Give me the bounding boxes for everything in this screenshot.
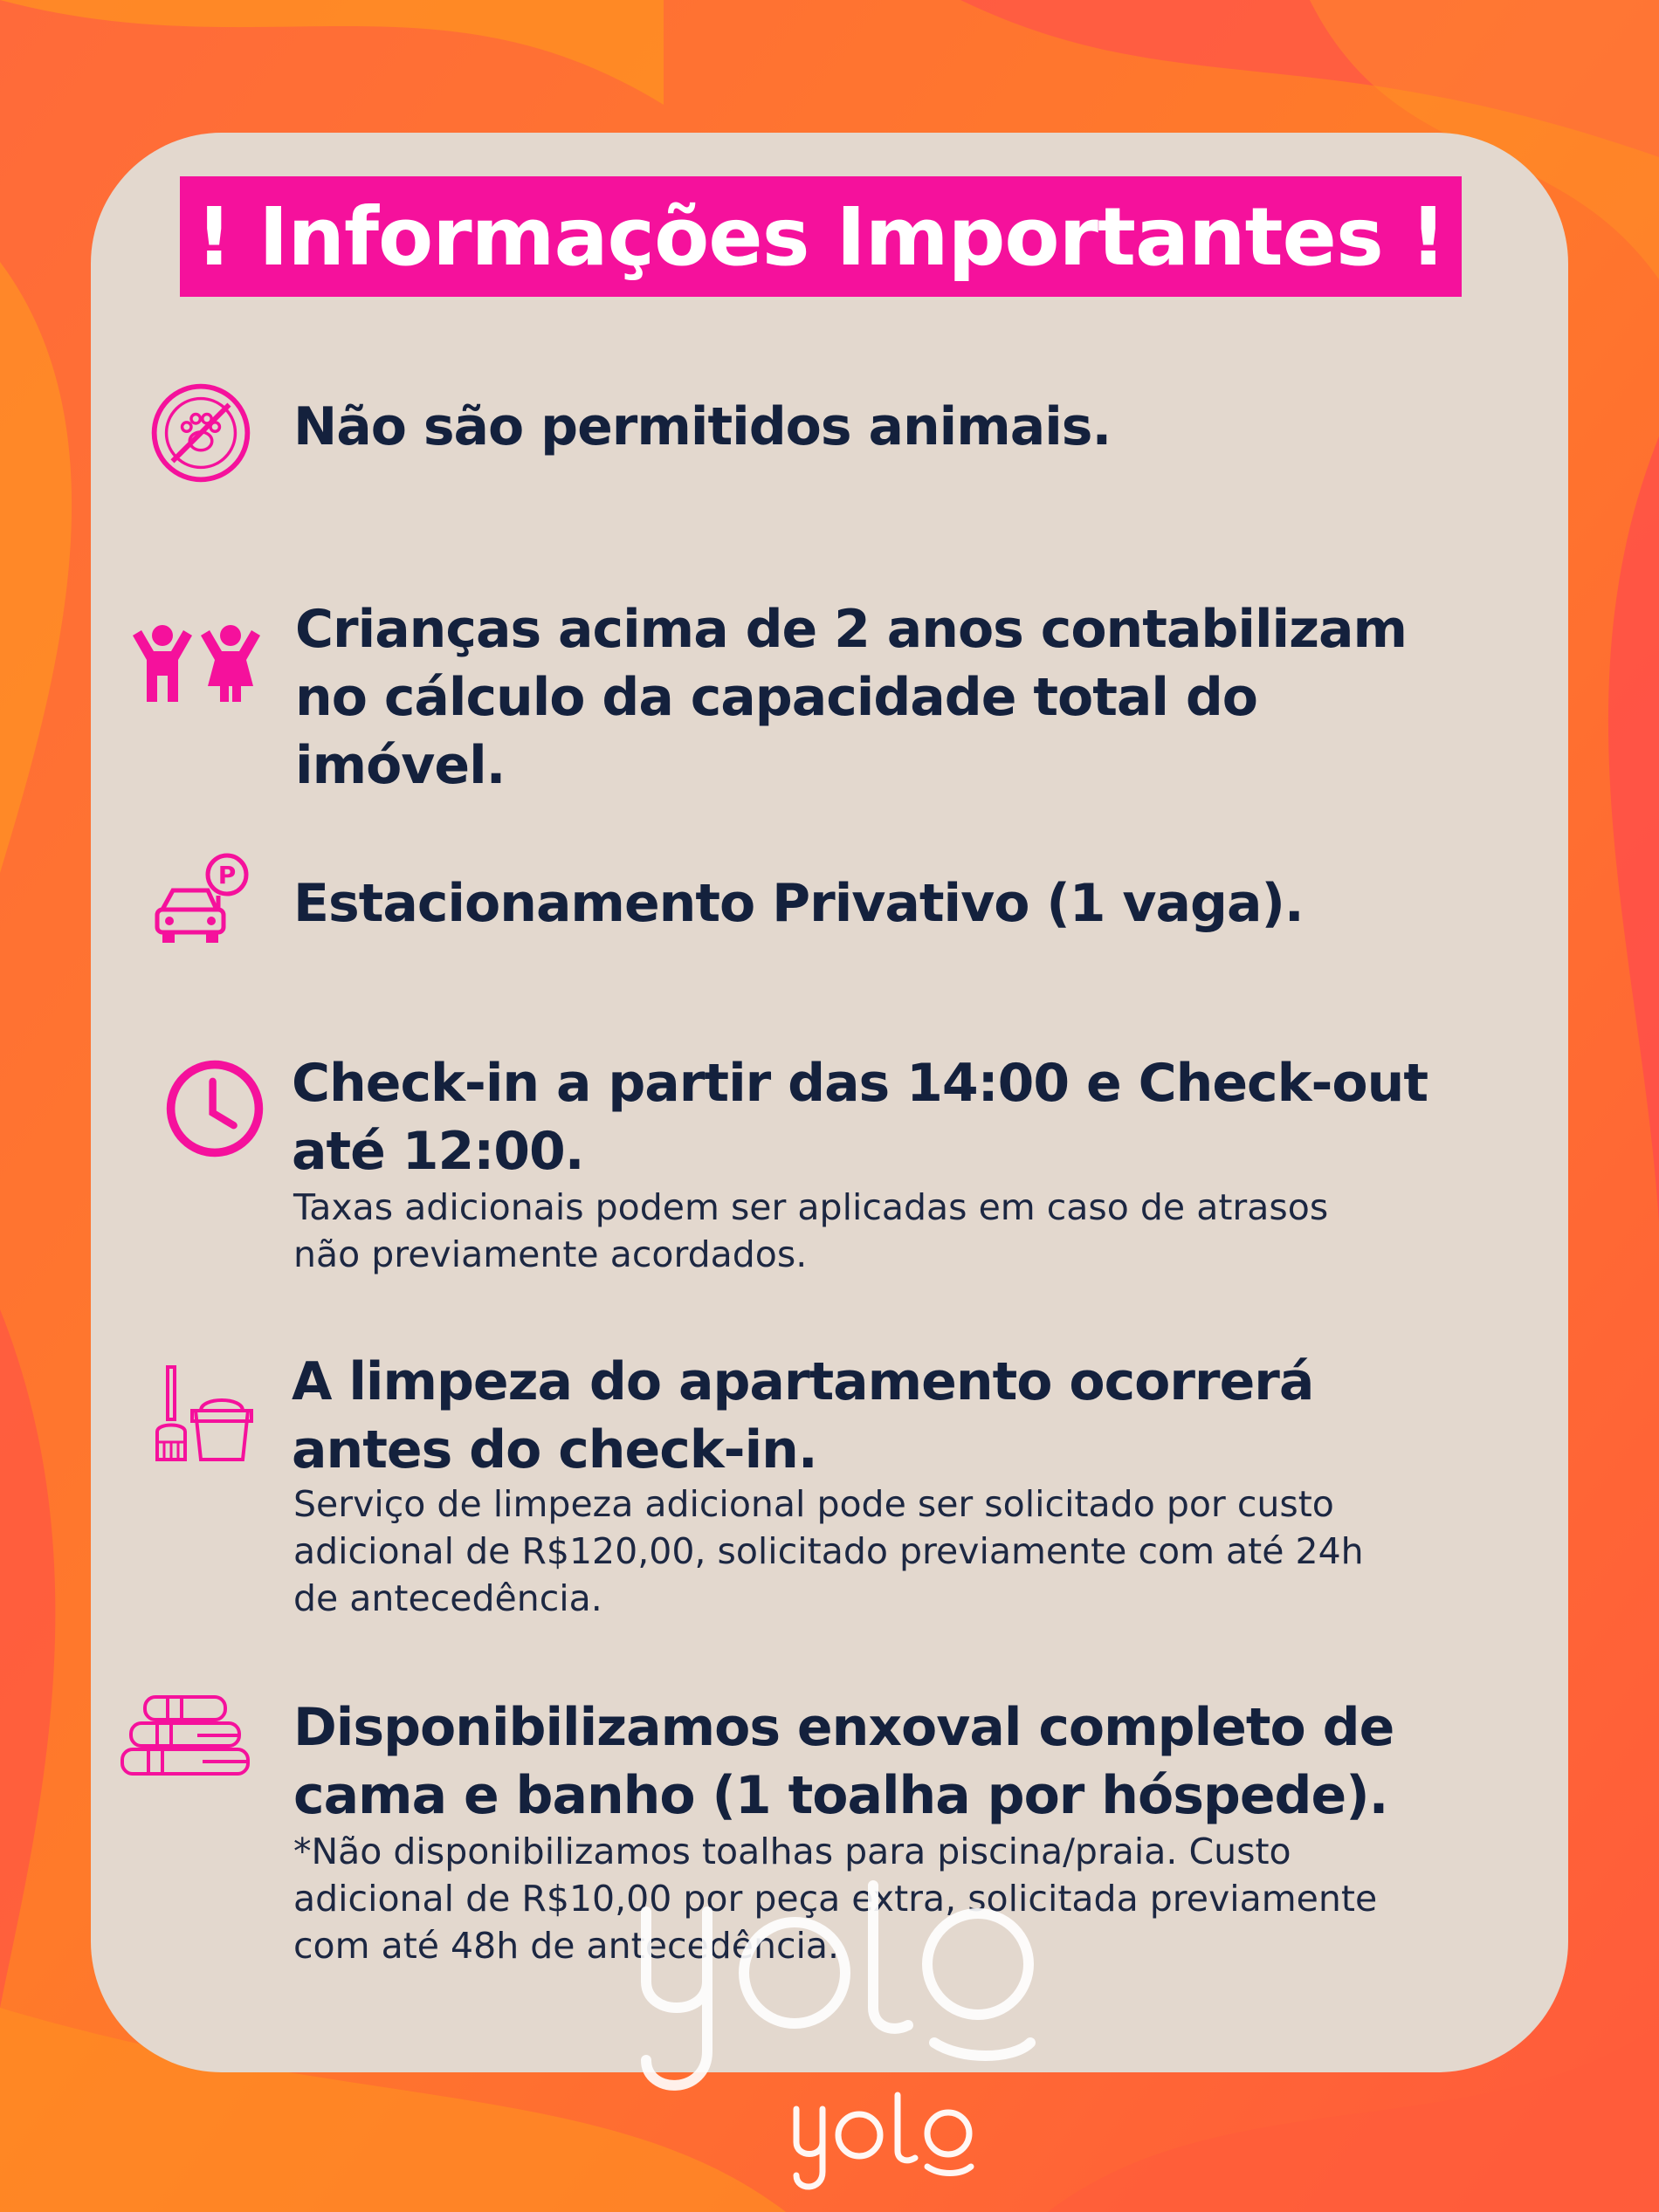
item-heading-line: imóvel.	[295, 735, 506, 796]
item-heading-line: Disponibilizamos enxoval completo de	[293, 1697, 1394, 1758]
item-heading-line: no cálculo da capacidade total do	[295, 667, 1258, 728]
item-note-line: Taxas adicionais podem ser aplicadas em caso de atrasos	[293, 1186, 1329, 1228]
item-note-line: *Não disponibilizamos toalhas para piscina/praia. Custo	[293, 1831, 1291, 1872]
no-pets-icon	[150, 382, 251, 484]
item-heading-line: até 12:00.	[292, 1121, 584, 1182]
item-heading-line: A limpeza do apartamento ocorrerá	[292, 1351, 1314, 1412]
towels-icon	[119, 1693, 251, 1777]
brand-logo	[786, 2092, 980, 2195]
item-note-line: Serviço de limpeza adicional pode ser solicitado por custo	[293, 1483, 1334, 1525]
watermark-logo	[611, 1851, 1065, 2112]
children-icon	[129, 622, 264, 709]
page-title: ! Informações Importantes !	[180, 176, 1462, 297]
item-heading-line: Check-in a partir das 14:00 e Check-out	[292, 1053, 1428, 1114]
item-heading-line: Estacionamento Privativo (1 vaga).	[293, 873, 1304, 934]
item-heading-line: Não são permitidos animais.	[293, 396, 1112, 457]
parking-car-icon	[154, 852, 251, 948]
item-note-line: com até 48h de antecedência.	[293, 1925, 840, 1967]
cleaning-icon	[150, 1364, 253, 1467]
item-note-line: adicional de R$10,00 por peça extra, solicitada previamente	[293, 1878, 1378, 1920]
svg-text:P: P	[217, 861, 237, 890]
item-heading-line: cama e banho (1 toalha por hóspede).	[293, 1765, 1388, 1826]
clock-icon	[162, 1056, 267, 1161]
item-heading-line: Crianças acima de 2 anos contabilizam	[295, 599, 1408, 660]
item-heading-line: antes do check-in.	[292, 1419, 817, 1480]
item-note-line: adicional de R$120,00, solicitado previamente com até 24h	[293, 1530, 1364, 1572]
item-note-line: de antecedência.	[293, 1577, 602, 1619]
item-note-line: não previamente acordados.	[293, 1233, 808, 1275]
